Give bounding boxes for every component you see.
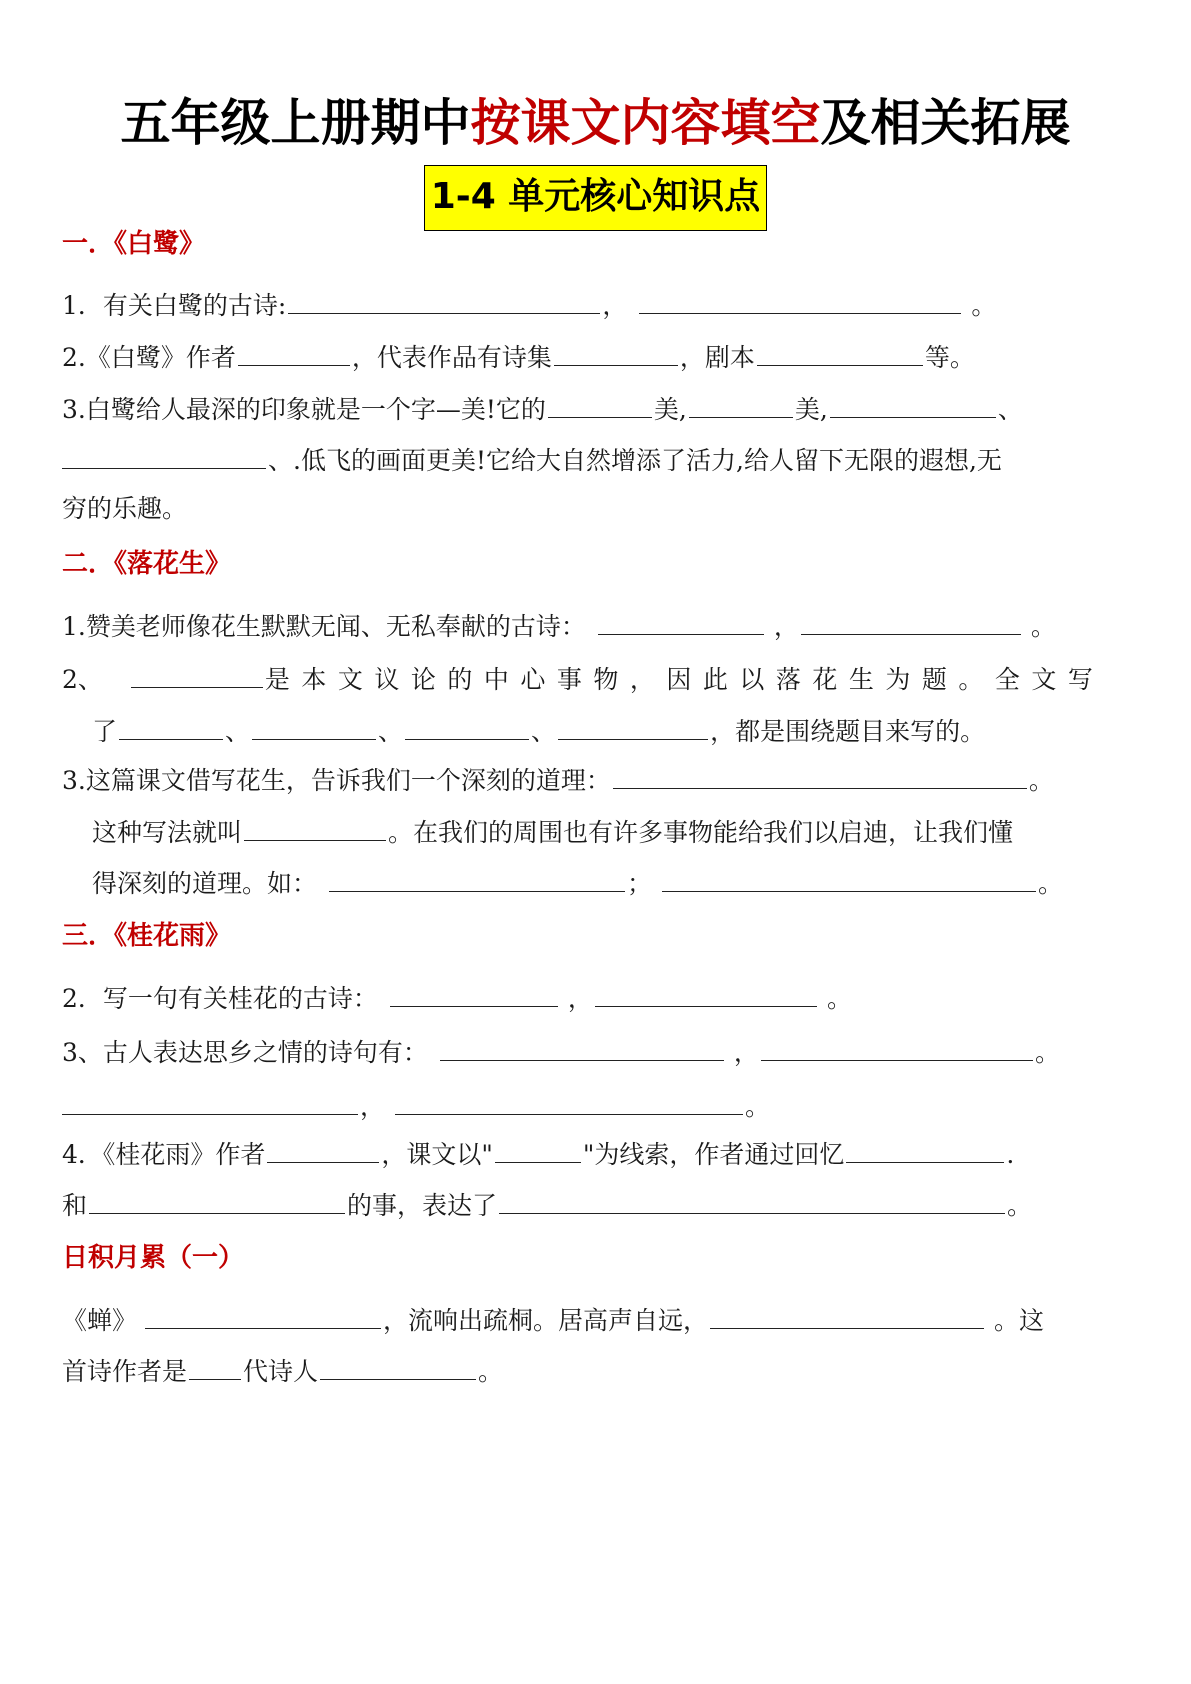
- answer-blank[interactable]: [639, 283, 961, 314]
- question-3-4: 4．《桂花雨》作者 ，课文以" "为线索，作者通过回忆 .: [62, 1132, 1014, 1175]
- answer-blank[interactable]: [405, 709, 529, 740]
- answer-blank[interactable]: [238, 335, 350, 366]
- answer-blank[interactable]: [252, 709, 376, 740]
- answer-blank[interactable]: [119, 709, 223, 740]
- question-1-2: 2.《白鹭》作者 ，代表作品有诗集 ，剧本 等。: [62, 335, 975, 378]
- answer-blank[interactable]: [554, 335, 678, 366]
- question-3-4-cont: 和 的事，表达了 。: [62, 1183, 1032, 1226]
- answer-blank[interactable]: [499, 1183, 1005, 1214]
- page-title: [0, 88, 1191, 158]
- subtitle-container: [0, 165, 1191, 231]
- question-2-3: 3.这篇课文借写花生，告诉我们一个深刻的道理： 。: [62, 758, 1054, 801]
- answer-blank[interactable]: [613, 758, 1027, 789]
- answer-blank[interactable]: [288, 283, 600, 314]
- question-3-2: 2．写一句有关桂花的古诗： ， 。: [62, 976, 852, 1019]
- question-1-3-cont: 、.低飞的画面更美!它给大自然增添了活力,给人留下无限的遐想,无: [62, 438, 1002, 481]
- title-part-black-2: 及相关拓展: [820, 94, 1071, 152]
- answer-blank[interactable]: [846, 1132, 1004, 1163]
- title-part-black-1: 五年级上册期中: [120, 94, 471, 152]
- answer-blank[interactable]: [395, 1084, 743, 1115]
- answer-blank[interactable]: [189, 1349, 241, 1380]
- answer-blank[interactable]: [62, 1084, 358, 1115]
- question-2-3-cont: 这种写法就叫 。在我们的周围也有许多事物能给我们以启迪，让我们懂: [92, 810, 1013, 853]
- question-4-1-cont: 首诗作者是 代诗人 。: [62, 1349, 503, 1392]
- question-4-1: 《蝉》 ，流响出疏桐。居高声自远， 。这: [62, 1298, 1044, 1341]
- section-heading-bailu: 一．《白鹭》: [62, 229, 206, 259]
- answer-blank[interactable]: [495, 1132, 581, 1163]
- question-1-3-cont2: 穷的乐趣。: [62, 494, 188, 523]
- answer-blank[interactable]: [710, 1298, 984, 1329]
- answer-blank[interactable]: [598, 604, 764, 635]
- answer-blank[interactable]: [830, 387, 996, 418]
- question-1-1: 1．有关白鹭的古诗: ， 。: [62, 283, 996, 326]
- section-heading-rijiyuelei: 日积月累（一）: [62, 1243, 245, 1273]
- answer-blank[interactable]: [558, 709, 708, 740]
- question-2-2-cont: 了 、 、 、 ，都是围绕题目来写的。: [92, 709, 985, 752]
- answer-blank[interactable]: [761, 1030, 1033, 1061]
- answer-blank[interactable]: [320, 1349, 476, 1380]
- question-2-3-cont2: 得深刻的道理。如： ； 。: [92, 861, 1063, 904]
- answer-blank[interactable]: [595, 976, 817, 1007]
- answer-blank[interactable]: [548, 387, 652, 418]
- section-heading-guihuayu: 三．《桂花雨》: [62, 921, 232, 951]
- answer-blank[interactable]: [662, 861, 1036, 892]
- question-3-3: 3、古人表达思乡之情的诗句有： ， 。: [62, 1030, 1060, 1073]
- answer-blank[interactable]: [757, 335, 923, 366]
- answer-blank[interactable]: [62, 438, 266, 469]
- subtitle-highlight: 1-4 单元核心知识点: [424, 165, 768, 231]
- answer-blank[interactable]: [131, 657, 263, 688]
- question-2-2: 2、 是本文议论的中心事物，因此以落花生为题。全文写: [62, 657, 1104, 700]
- answer-blank[interactable]: [390, 976, 558, 1007]
- answer-blank[interactable]: [801, 604, 1021, 635]
- title-part-red: 按课文内容填空: [470, 94, 821, 152]
- answer-blank[interactable]: [145, 1298, 381, 1329]
- section-heading-luohuasheng: 二．《落花生》: [62, 549, 232, 579]
- question-3-3-cont: ， 。: [62, 1084, 770, 1127]
- question-1-3: 3.白鹭给人最深的印象就是一个字—美!它的 美, 美, 、: [62, 387, 1023, 430]
- question-2-1: 1.赞美老师像花生默默无闻、无私奉献的古诗： ， 。: [62, 604, 1056, 647]
- answer-blank[interactable]: [329, 861, 625, 892]
- answer-blank[interactable]: [440, 1030, 724, 1061]
- answer-blank[interactable]: [244, 810, 386, 841]
- answer-blank[interactable]: [89, 1183, 345, 1214]
- answer-blank[interactable]: [267, 1132, 379, 1163]
- answer-blank[interactable]: [689, 387, 793, 418]
